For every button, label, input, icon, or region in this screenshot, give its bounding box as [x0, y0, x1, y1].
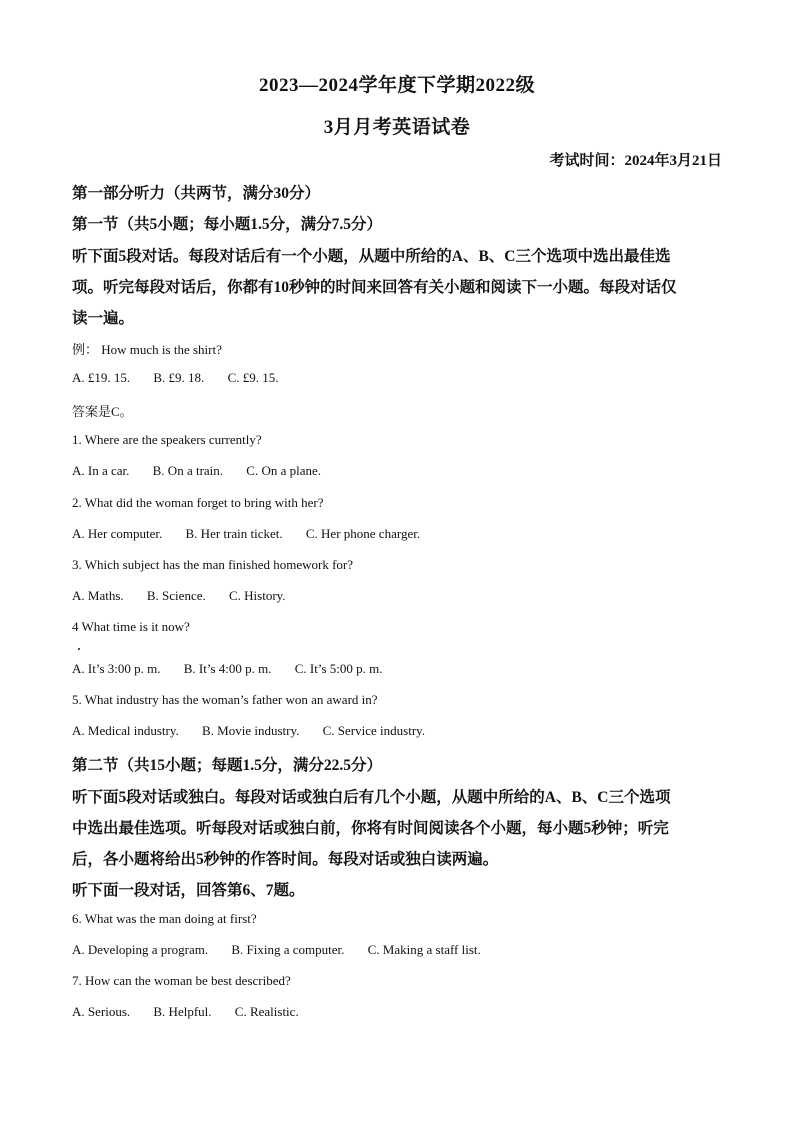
q6-option-b: B. Fixing a computer. — [231, 942, 345, 957]
question-2: 2. What did the woman forget to bring with her? — [72, 495, 324, 510]
section2-instructions-line1: 听下面5段对话或独白。每段对话或独白后有几个小题，从题中所给的A、B、C三个选项 — [72, 789, 671, 806]
q5-option-b: B. Movie industry. — [202, 723, 300, 738]
question-4-options — [72, 661, 722, 677]
exam-title-line1: 2023—2024学年度下学期2022级 — [258, 75, 535, 96]
dialogue-intro: 听下面一段对话，回答第6、7题。 — [72, 882, 305, 899]
question-6-options — [72, 942, 722, 958]
stray-dot — [78, 648, 80, 650]
q4-option-a: A. It’s 3:00 p. m. — [72, 661, 161, 676]
question-7: 7. How can the woman be best described? — [72, 973, 291, 988]
question-5: 5. What industry has the woman’s father won an award in? — [72, 692, 378, 707]
q6-option-c: C. Making a staff list. — [367, 942, 481, 957]
q7-option-c: C. Realistic. — [234, 1004, 299, 1019]
question-3-options — [72, 588, 722, 604]
example-answer: 答案是C。 — [72, 404, 133, 419]
question-4: 4 What time is it now? — [72, 619, 190, 634]
example-option-c: C. £9. 15. — [227, 370, 279, 385]
q1-option-c: C. On a plane. — [246, 463, 322, 478]
question-1: 1. Where are the speakers currently? — [72, 432, 262, 447]
section2-instructions-line2: 中选出最佳选项。听每段对话或独白前，你将有时间阅读各个小题，每小题5秒钟；听完 — [72, 820, 669, 837]
q2-option-b: B. Her train ticket. — [185, 526, 283, 541]
section1-heading: 第一节（共5小题；每小题1.5分，满分7.5分） — [72, 216, 383, 233]
section2-instructions-line3: 后，各小题将给出5秒钟的作答时间。每段对话或独白读两遍。 — [72, 851, 499, 868]
section1-instructions-line1: 听下面5段对话。每段对话后有一个小题，从题中所给的A、B、C三个选项中选出最佳选 — [72, 248, 671, 265]
q7-option-a: A. Serious. — [72, 1004, 131, 1019]
q3-option-a: A. Maths. — [72, 588, 124, 603]
section2-heading: 第二节（共15小题；每题1.5分，满分22.5分） — [72, 757, 383, 774]
question-2-options — [72, 526, 722, 542]
q3-option-b: B. Science. — [146, 588, 206, 603]
q1-option-a: A. In a car. — [72, 463, 130, 478]
q2-option-c: C. Her phone charger. — [305, 526, 421, 541]
exam-time: 考试时间：2024年3月21日 — [549, 153, 722, 169]
example-option-a: A. £19. 15. — [72, 370, 131, 385]
part1-heading: 第一部分听力（共两节，满分30分） — [72, 185, 321, 202]
q6-option-a: A. Developing a program. — [72, 942, 209, 957]
example-question: 例： How much is the shirt? — [72, 342, 222, 357]
section1-instructions-line2: 项。听完每段对话后，你都有10秒钟的时间来回答有关小题和阅读下一小题。每段对话仅 — [72, 279, 677, 296]
q7-option-b: B. Helpful. — [153, 1004, 212, 1019]
question-6: 6. What was the man doing at first? — [72, 911, 257, 926]
question-5-options — [72, 723, 722, 739]
question-7-options — [72, 1004, 722, 1020]
q5-option-c: C. Service industry. — [322, 723, 426, 738]
q4-option-b: B. It’s 4:00 p. m. — [183, 661, 272, 676]
example-option-b: B. £9. 18. — [153, 370, 205, 385]
q3-option-c: C. History. — [228, 588, 286, 603]
question-1-options — [72, 463, 722, 479]
q1-option-b: B. On a train. — [152, 463, 224, 478]
exam-title-line2: 3月月考英语试卷 — [323, 117, 471, 138]
q5-option-a: A. Medical industry. — [72, 723, 179, 738]
q2-option-a: A. Her computer. — [72, 526, 163, 541]
example-options — [72, 370, 722, 386]
question-3: 3. Which subject has the man finished homework for? — [72, 557, 353, 572]
q4-option-c: C. It’s 5:00 p. m. — [294, 661, 383, 676]
section1-instructions-line3: 读一遍。 — [72, 310, 135, 327]
